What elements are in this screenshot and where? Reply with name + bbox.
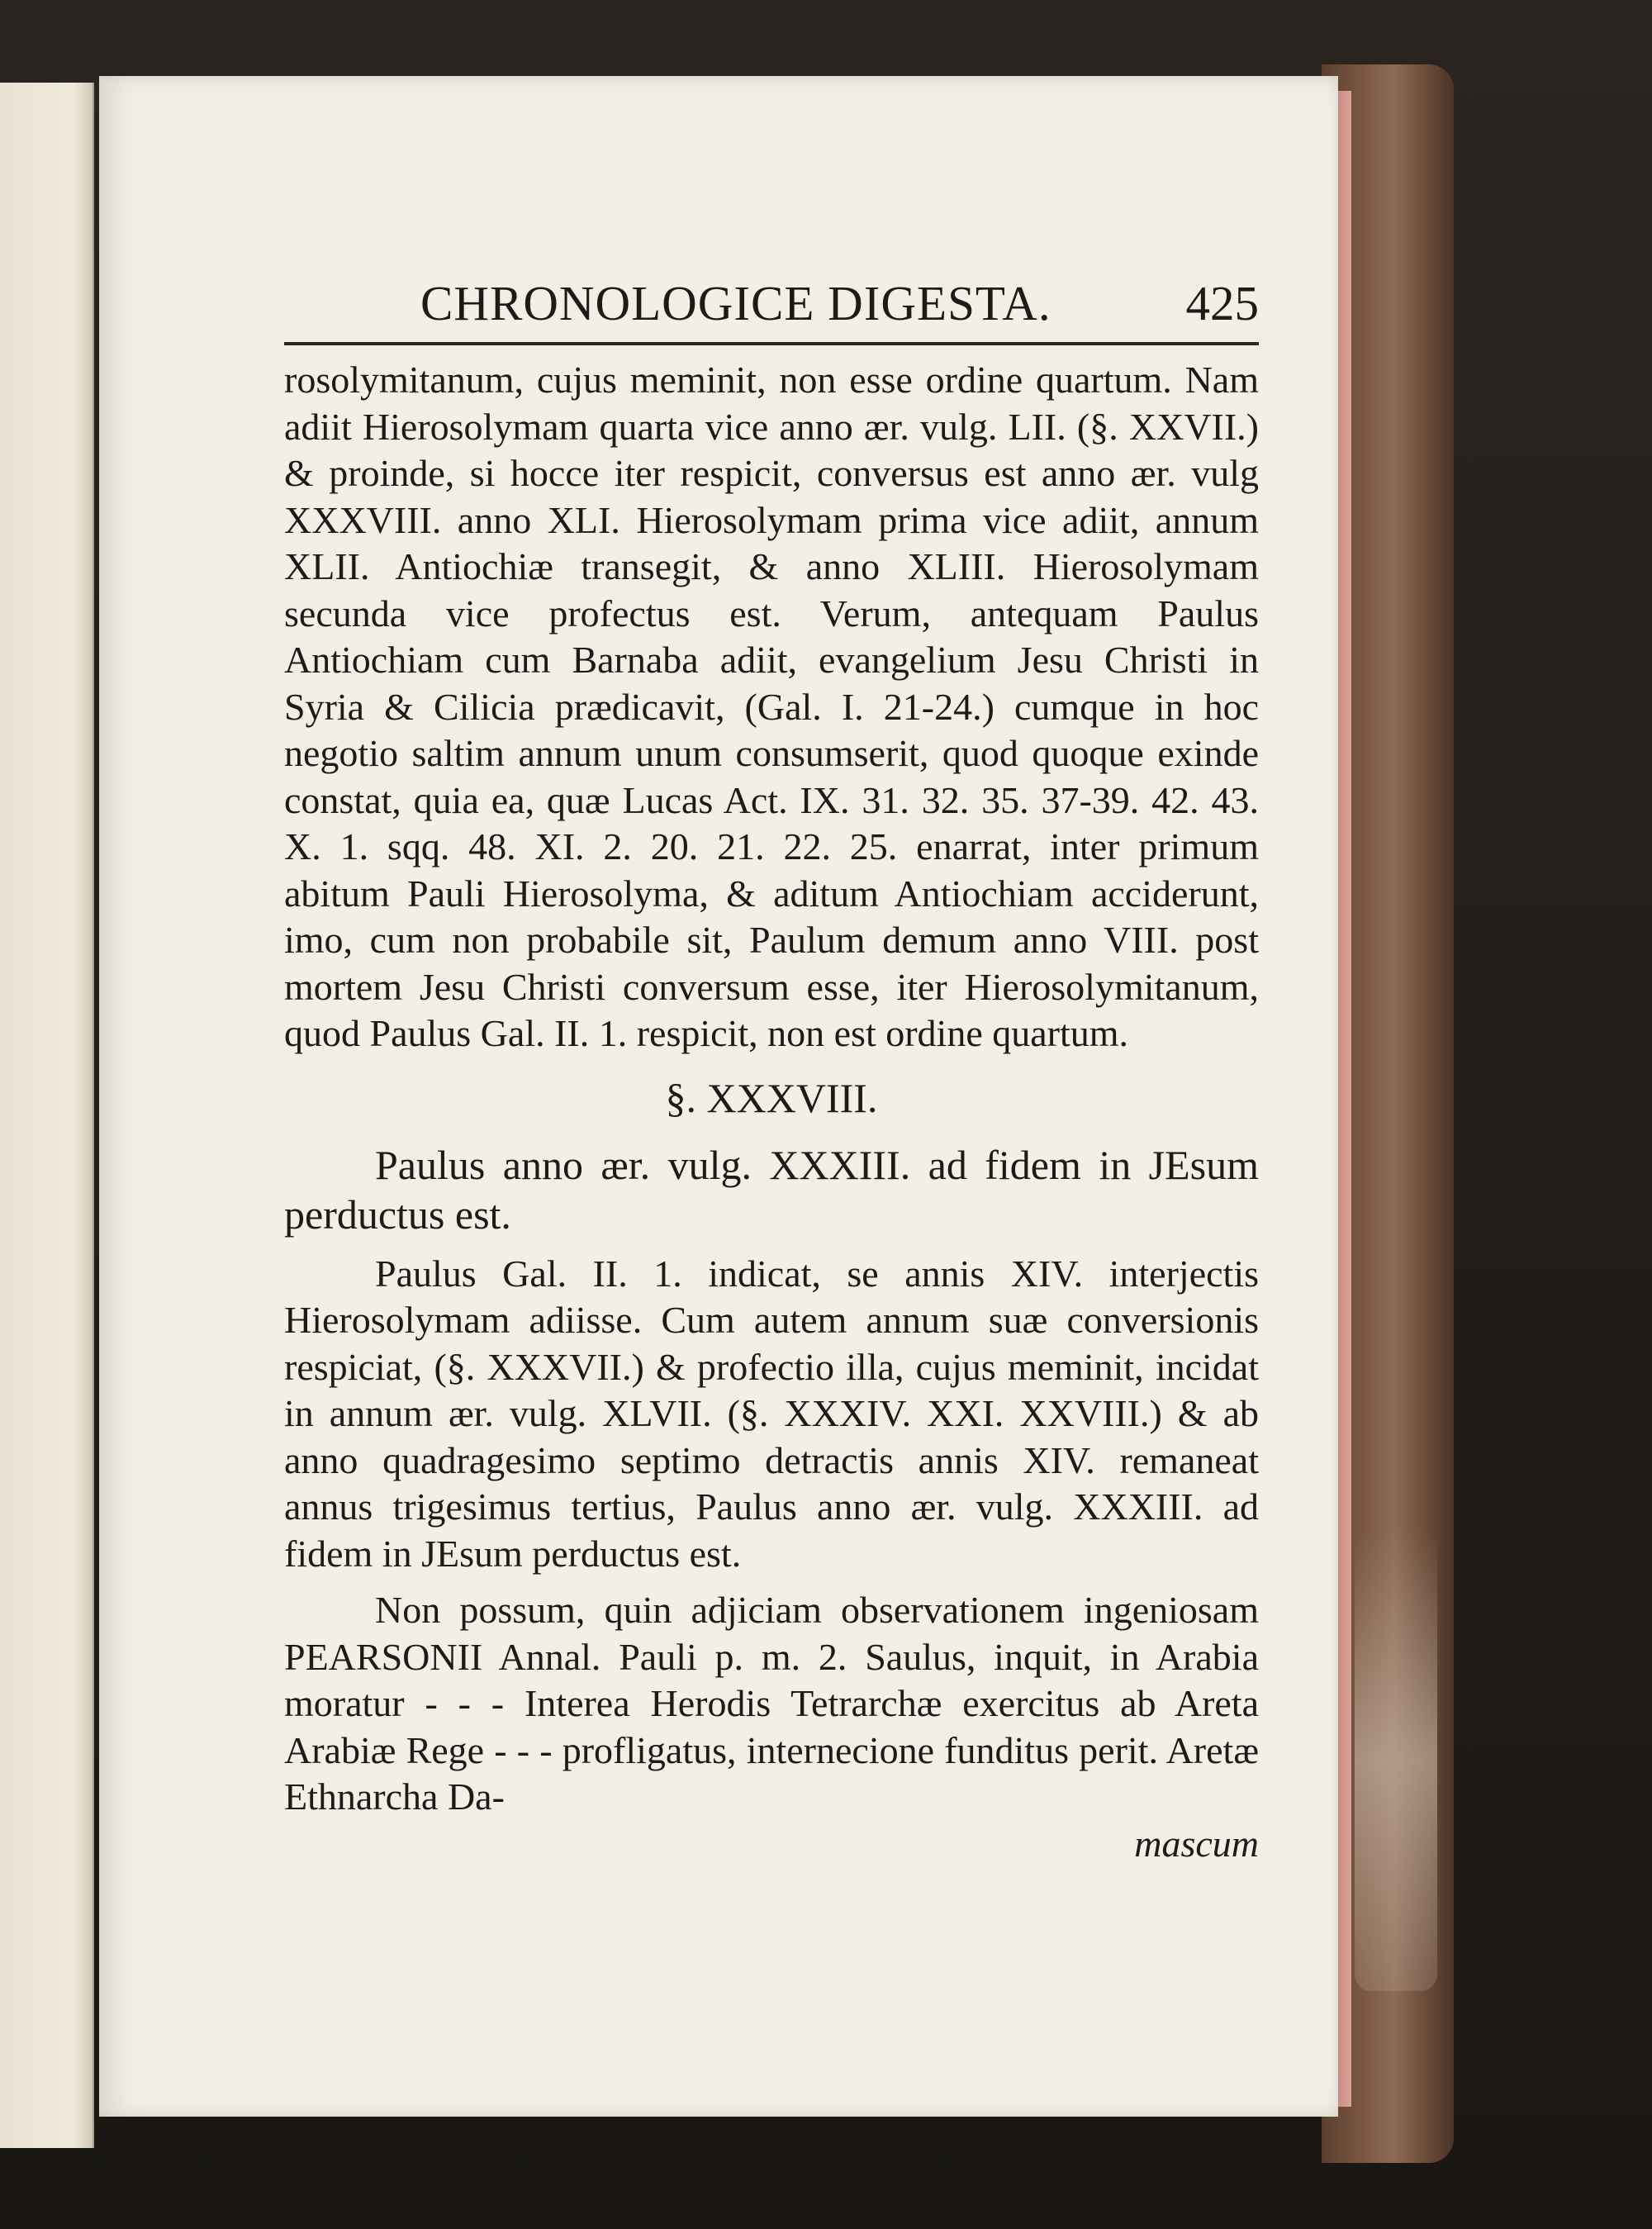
catchword: mascum xyxy=(1134,1822,1259,1865)
page-text-block xyxy=(284,274,1259,1867)
spacer xyxy=(284,1577,1259,1587)
cover-wear xyxy=(1355,1528,1437,1991)
section-heading: §. XXXVIII. xyxy=(665,1074,878,1121)
book-page xyxy=(99,76,1338,2117)
section-summary: Paulus anno ær. vulg. XXXIII. ad fidem in JEsum perductus est. xyxy=(284,1141,1259,1238)
running-head xyxy=(284,274,1259,345)
page-block-edge xyxy=(1336,91,1351,2107)
running-title: CHRONOLOGICE DIGESTA. xyxy=(420,276,1051,330)
paragraph-argument: Paulus Gal. II. 1. indicat, se annis XIV. interjectis Hierosolymam adiisse. Cum autem annum suæ conversionis respiciat, (§. XXXVII.) & profectio illa, cujus meminit, incidat in annum ær. vulg. XLVII. (§. XXXIV. XXI. XXVIII.) & ab anno quadragesimo septimo detractis annis XIV. remaneat annus trigesimus tertius, Paulus anno ær. vulg. XXXIII. ad fidem in JEsum perductus est. xyxy=(284,1252,1259,1575)
facing-page-edge xyxy=(0,83,94,2148)
paragraph-observation: Non possum, quin adjiciam observationem ingeniosam PEARSONII Annal. Pauli p. m. 2. Saulus, inquit, in Arabia moratur - - - Interea Herodis Tetrarchæ exercitus ab Areta Arabiæ Rege - - - profligatus, internecione funditus perit. Aretæ Ethnarcha Da- xyxy=(284,1589,1259,1818)
paragraph-continued: rosolymitanum, cujus meminit, non esse ordine quartum. Nam adiit Hierosolymam quarta vice anno ær. vulg. LII. (§. XXVII.) & proinde, si hocce iter respicit, conversus est anno ær. vulg XXXVIII. anno XLI. Hierosolymam prima vice adiit, annum XLII. Antiochiæ transegit, & anno XLIII. Hierosolymam secunda vice profectus est. Verum, antequam Paulus Antiochiam cum Barnaba adiit, evangelium Jesu Christi in Syria & Cilicia prædicavit, (Gal. I. 21-24.) cumque in hoc negotio saltim annum unum consumserit, quod quoque exinde constat, quia ea, quæ Lucas Act. IX. 31. 32. 35. 37-39. 42. 43. X. 1. sqq. 48. XI. 2. 20. 21. 22. 25. enarrat, inter primum abitum Pauli Hierosolyma, & aditum Antiochiam acciderunt, imo, cum non probabile sit, Paulum demum anno VIII. post mortem Jesu Christi conversum esse, iter Hierosolymitanum, quod Paulus Gal. II. 1. respicit, non est ordine quartum. xyxy=(284,359,1259,1054)
page-number: 425 xyxy=(1185,276,1259,330)
